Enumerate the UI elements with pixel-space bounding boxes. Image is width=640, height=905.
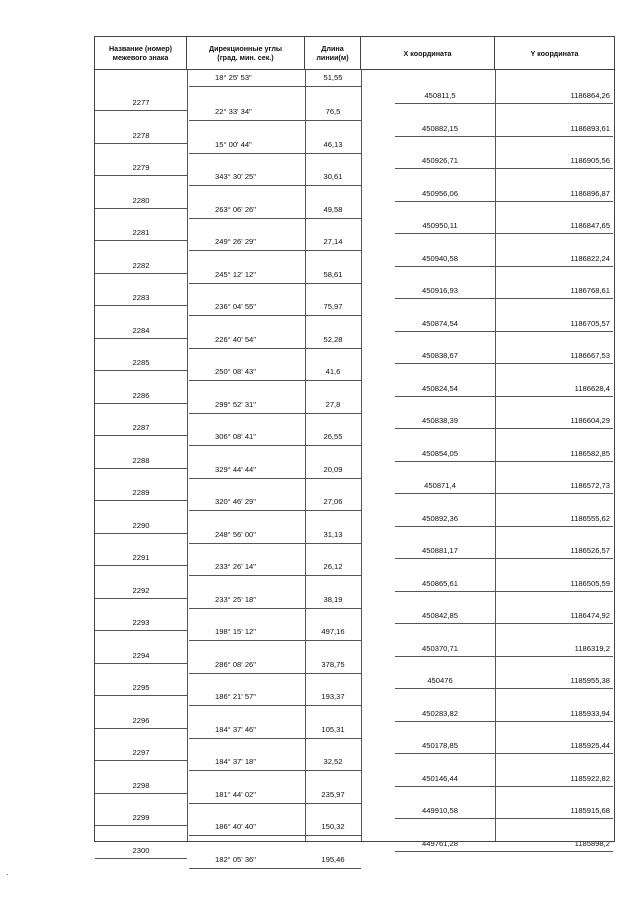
row-rule	[395, 331, 613, 332]
segment-angle: 181° 44' 02"	[215, 789, 256, 799]
point-y: 1186896,87	[570, 188, 610, 198]
row-rule	[95, 403, 187, 404]
row-rule	[189, 315, 361, 316]
segment-angle: 286° 08' 26"	[215, 659, 256, 669]
segment-length: 27,14	[323, 237, 343, 246]
point-x: 450916,93	[422, 286, 458, 295]
segment-angle: 184° 37' 18"	[215, 757, 256, 766]
point-name: 2296	[132, 715, 150, 725]
segment-angle: 22° 33' 34"	[215, 107, 252, 116]
point-x: 450811,5	[424, 91, 456, 100]
point-y: 1186582,85	[570, 448, 610, 458]
segment-angle: 226° 40' 54"	[215, 334, 256, 344]
segment-length: 31,13	[323, 529, 343, 539]
point-y: 1186505,59	[570, 578, 610, 588]
segment-angle: 198° 15' 12"	[215, 627, 256, 636]
row-rule	[95, 468, 187, 469]
point-x: 450940,58	[422, 253, 458, 263]
segment-angle: 182° 05' 36"	[215, 854, 256, 864]
row-rule	[395, 591, 613, 592]
segment-length: 27,06	[323, 497, 343, 506]
row-rule	[95, 533, 187, 534]
point-name: 2297	[132, 748, 150, 757]
row-rule	[95, 175, 187, 176]
point-name: 2279	[132, 163, 150, 172]
row-rule	[95, 598, 187, 599]
segment-angle: 186° 21' 57"	[215, 692, 256, 701]
row-rule	[95, 825, 187, 826]
segment-length: 193,37	[321, 692, 345, 701]
row-rule	[95, 305, 187, 306]
segment-length: 49,58	[323, 204, 343, 214]
row-rule	[189, 803, 361, 804]
row-rule	[189, 86, 361, 87]
point-y: 1185898,2	[574, 838, 610, 848]
row-rule	[95, 565, 187, 566]
point-x: 450956,06	[422, 188, 458, 198]
point-y: 1186847,65	[570, 221, 610, 230]
point-x: 450881,17	[422, 546, 458, 555]
segment-length: 26,12	[323, 562, 343, 571]
segment-length: 76,5	[325, 107, 341, 116]
segment-length: 378,75	[321, 659, 345, 669]
row-rule	[95, 858, 187, 859]
point-y: 1186628,4	[574, 383, 610, 393]
point-name: 2278	[132, 130, 150, 140]
row-rule	[95, 630, 187, 631]
point-y: 1186822,24	[570, 253, 610, 263]
point-x: 450882,15	[422, 123, 458, 133]
point-name: 2288	[132, 455, 150, 465]
row-rule	[95, 728, 187, 729]
segment-angle: 15° 00' 44"	[215, 139, 252, 149]
row-rule	[189, 153, 361, 154]
point-name: 2300	[132, 845, 150, 855]
point-y: 1185955,38	[570, 676, 610, 685]
row-rule	[95, 663, 187, 664]
row-rule	[395, 721, 613, 722]
point-name: 2298	[132, 780, 150, 790]
segment-angle: 233° 26' 14"	[215, 562, 256, 571]
point-y: 1185925,44	[570, 741, 610, 750]
point-x: 450283,82	[422, 708, 458, 718]
point-y: 1186864,26	[570, 91, 610, 100]
point-y: 1186604,29	[570, 416, 610, 425]
point-x: 450842,85	[422, 611, 458, 620]
segment-length: 26,55	[323, 432, 343, 441]
header-line-length: Длина линии(м)	[305, 37, 361, 69]
segment-angle: 306° 08' 41"	[215, 432, 256, 441]
point-x: 450824,54	[422, 383, 458, 393]
row-rule	[395, 851, 613, 852]
point-x: 450874,54	[422, 318, 458, 328]
segment-angle: 250° 08' 43"	[215, 367, 256, 376]
point-y: 1186555,62	[570, 513, 610, 523]
point-name: 2287	[132, 423, 150, 432]
row-rule	[189, 543, 361, 544]
point-name: 2289	[132, 488, 150, 497]
row-rule	[189, 445, 361, 446]
segment-angle: 245° 12' 12"	[215, 269, 256, 279]
point-x: 450865,61	[422, 578, 458, 588]
row-rule	[189, 478, 361, 479]
point-name: 2291	[132, 553, 150, 562]
row-rule	[395, 623, 613, 624]
row-rule	[95, 110, 187, 111]
point-y: 1186667,53	[570, 351, 610, 360]
row-rule	[395, 461, 613, 462]
row-rule	[95, 143, 187, 144]
point-y: 1185922,82	[570, 773, 610, 783]
segment-length: 20,09	[323, 464, 343, 474]
row-rule	[395, 656, 613, 657]
row-rule	[95, 240, 187, 241]
row-rule	[95, 273, 187, 274]
point-x: 450476	[427, 676, 453, 685]
segment-angle: 248° 56' 00"	[215, 529, 256, 539]
point-name: 2284	[132, 325, 150, 335]
header-point-name: Название (номер) межевого знака	[95, 37, 187, 69]
column-divider	[305, 70, 306, 842]
segment-angle: 263° 06' 26"	[215, 204, 256, 214]
table-header	[95, 36, 615, 70]
row-rule	[95, 793, 187, 794]
segment-angle: 18° 25' 53"	[215, 73, 252, 82]
segment-length: 41,6	[325, 367, 341, 376]
row-rule	[395, 136, 613, 137]
point-y: 1186905,56	[570, 156, 610, 165]
point-y: 1185933,94	[570, 708, 610, 718]
row-rule	[189, 380, 361, 381]
row-rule	[95, 370, 187, 371]
point-name: 2283	[132, 293, 150, 302]
point-name: 2295	[132, 683, 150, 692]
row-rule	[395, 786, 613, 787]
segment-angle: 184° 37' 46"	[215, 724, 256, 734]
point-y: 1186572,73	[570, 481, 610, 490]
row-rule	[189, 640, 361, 641]
point-name: 2299	[132, 813, 150, 822]
point-x: 450926,71	[422, 156, 458, 165]
point-x: 450892,36	[422, 513, 458, 523]
point-x: 450871,4	[424, 481, 456, 490]
point-y: 1186768,61	[570, 286, 610, 295]
point-x: 450838,39	[422, 416, 458, 425]
header-direction-angle: Дирекционные углы (град. мин. сек.)	[187, 37, 305, 69]
header-x-coordinate: X координата	[361, 37, 495, 69]
row-rule	[95, 500, 187, 501]
row-rule	[95, 760, 187, 761]
segment-angle: 249° 26' 29"	[215, 237, 256, 246]
point-y: 1186319,2	[574, 643, 610, 653]
row-rule	[395, 363, 613, 364]
point-x: 450146,44	[422, 773, 458, 783]
scan-speck	[7, 874, 8, 875]
segment-angle: 233° 25' 18"	[215, 594, 256, 604]
point-x: 450370,71	[422, 643, 458, 653]
point-name: 2285	[132, 358, 150, 367]
segment-length: 32,52	[323, 757, 343, 766]
point-name: 2280	[132, 195, 150, 205]
point-x: 449910,58	[422, 806, 458, 815]
segment-length: 27,8	[325, 399, 341, 409]
column-divider	[187, 70, 188, 842]
row-rule	[95, 695, 187, 696]
row-rule	[189, 120, 361, 121]
survey-sheet	[94, 36, 614, 864]
point-name: 2282	[132, 260, 150, 270]
header-y-coordinate: Y координата	[495, 37, 615, 69]
row-rule	[95, 435, 187, 436]
row-rule	[395, 753, 613, 754]
segment-angle: 186° 40' 40"	[215, 822, 256, 831]
row-rule	[189, 510, 361, 511]
row-rule	[395, 168, 613, 169]
segment-length: 51,55	[323, 73, 343, 82]
point-y: 1186893,61	[570, 123, 610, 133]
segment-length: 150,32	[321, 822, 345, 831]
segment-length: 52,28	[323, 334, 343, 344]
row-rule	[189, 283, 361, 284]
row-rule	[189, 835, 361, 836]
row-rule	[189, 575, 361, 576]
segment-angle: 320° 46' 29"	[215, 497, 256, 506]
row-rule	[395, 233, 613, 234]
row-rule	[189, 608, 361, 609]
point-y: 1185915,68	[570, 806, 610, 815]
point-y: 1186705,57	[570, 318, 610, 328]
point-name: 2293	[132, 618, 150, 627]
segment-angle: 329° 44' 44"	[215, 464, 256, 474]
point-x: 450838,67	[422, 351, 458, 360]
row-rule	[189, 770, 361, 771]
point-y: 1186526,57	[570, 546, 610, 555]
row-rule	[395, 428, 613, 429]
point-x: 449761,28	[422, 838, 458, 848]
row-rule	[395, 201, 613, 202]
point-name: 2281	[132, 228, 150, 237]
point-x: 450178,85	[422, 741, 458, 750]
point-name: 2292	[132, 585, 150, 595]
point-name: 2277	[132, 98, 150, 107]
row-rule	[189, 250, 361, 251]
row-rule	[189, 868, 361, 869]
segment-length: 46,13	[323, 139, 343, 149]
row-rule	[395, 396, 613, 397]
row-rule	[95, 208, 187, 209]
point-name: 2286	[132, 390, 150, 400]
segment-length: 58,61	[323, 269, 343, 279]
segment-angle: 299° 52' 31"	[215, 399, 256, 409]
point-y: 1186474,92	[570, 611, 610, 620]
segment-length: 195,46	[321, 854, 345, 864]
row-rule	[395, 818, 613, 819]
segment-angle: 236° 04' 55"	[215, 302, 256, 311]
row-rule	[189, 218, 361, 219]
column-divider	[495, 70, 496, 842]
row-rule	[395, 688, 613, 689]
row-rule	[395, 526, 613, 527]
row-rule	[189, 705, 361, 706]
row-rule	[395, 103, 613, 104]
segment-angle: 343° 30' 25"	[215, 172, 256, 181]
segment-length: 105,31	[321, 724, 345, 734]
segment-length: 235,97	[321, 789, 345, 799]
row-rule	[189, 738, 361, 739]
point-name: 2294	[132, 650, 150, 660]
table-body	[95, 70, 615, 864]
column-divider	[361, 70, 362, 842]
table-bottom-border	[95, 841, 615, 842]
segment-length: 30,61	[323, 172, 343, 181]
point-x: 450854,05	[422, 448, 458, 458]
row-rule	[189, 673, 361, 674]
point-name: 2290	[132, 520, 150, 530]
row-rule	[189, 413, 361, 414]
boundary-points-table	[94, 36, 615, 864]
segment-length: 497,16	[321, 627, 345, 636]
row-rule	[395, 298, 613, 299]
segment-length: 75,97	[323, 302, 343, 311]
row-rule	[95, 338, 187, 339]
row-rule	[395, 558, 613, 559]
point-x: 450950,11	[422, 221, 458, 230]
row-rule	[189, 185, 361, 186]
row-rule	[189, 348, 361, 349]
row-rule	[395, 266, 613, 267]
row-rule	[395, 493, 613, 494]
segment-length: 38,19	[323, 594, 343, 604]
